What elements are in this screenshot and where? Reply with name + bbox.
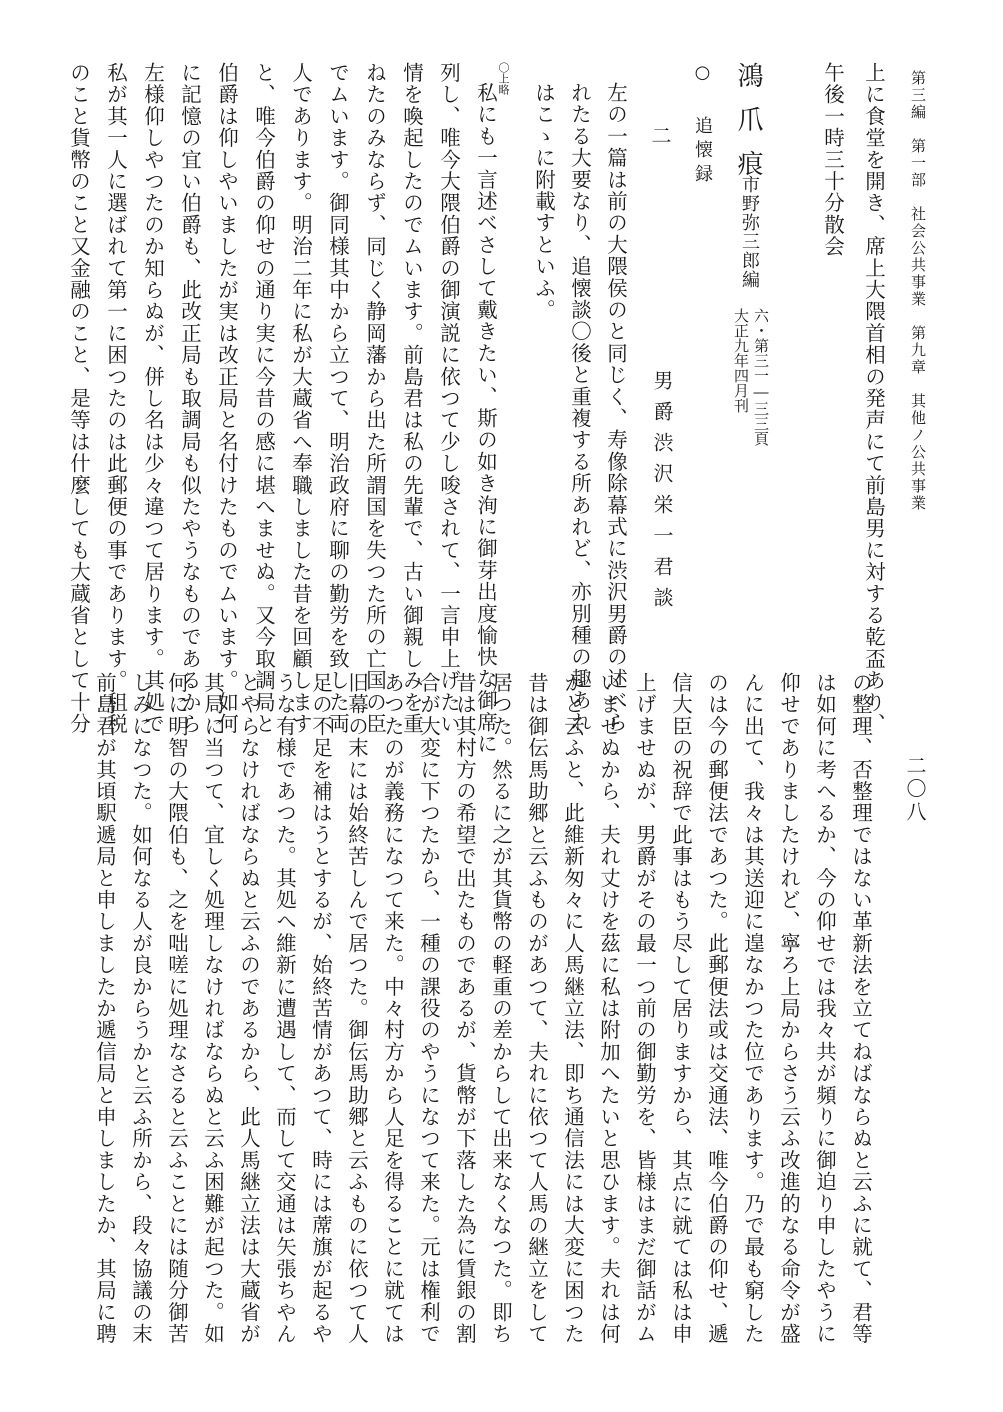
speech-line-10: 左様仰しやつたのか知らぬが、併し名は少々違つて居ります。其処で: [140, 62, 165, 735]
body-line-25: 合が大変に下つたから、一種の課役のやうになつて来た。元は権利で: [416, 672, 441, 1345]
body-line-24: 昔は其村方の希望で出たものであるが、貨幣が下落した為に賃銀の割: [452, 672, 477, 1345]
source-info-1: 六・第三一―三三頁: [752, 308, 770, 446]
speech-line-4: ねたのみならず、同じく静岡藩から出た所謂国を失つた所の亡国の臣: [362, 62, 387, 735]
body-line-20: いませぬから、夫れ丈けを茲に私は附加へたいと思ひます。夫れは何: [596, 672, 621, 1345]
body-line-21: かと云ふと、此維新匆々に人馬継立法、即ち通信法には大変に困つた: [560, 672, 585, 1345]
preface-line-2: れたる大要なり、追懐談〇後と重複する所あれど、亦別種の趣あれ: [567, 82, 592, 733]
speech-line-6: 人であります。明治二年に私が大蔵省へ奉職しました昔を回顧します: [288, 62, 313, 735]
source-info-2: 大正九年四月刊: [732, 308, 750, 413]
speech-line-8: 伯爵は仰しやいましたが実は改正局と名付けたものでムいます。如何: [214, 62, 239, 735]
speech-line-3: 情を喚起したのでムいます。前島君は私の先輩で、古い御親しみを重: [399, 62, 424, 735]
speech-line-11: 私が其一人に選ばれて第一に困つたのは此郵便の事であります。租税: [103, 62, 128, 735]
body-line-32: 何に明智の大隈伯も、之を咄嗟に処理なさると云ふことには随分御苦: [164, 672, 189, 1345]
body-line-30: とやらなければならぬと云ふのであるから、此人馬継立法は大蔵省が: [236, 672, 261, 1345]
article-editor: 市野弥三郎編: [739, 175, 760, 289]
body-line-29: うな有様であつた。其処へ維新に遭遇して、而して交通は矢張ちやん: [272, 672, 297, 1345]
section-label: ○ 追懐録: [692, 62, 713, 188]
speaker-name: 男爵渋沢栄一君談: [650, 370, 674, 618]
body-line-14: は如何に考へるか、今の仰せでは我々共が頻りに御迫り申したやうに: [812, 672, 837, 1345]
speech-line-2: 列し、唯今大隈伯爵の御演説に依つて少し唆されて、一言申上げたい: [436, 62, 461, 735]
body-line-13: の整理、否整理ではない革新法を立てねばならぬと云ふに就て、君等: [848, 672, 873, 1345]
body-line-16: んに出て、我々は其送迎に遑なかつた位であります。乃で最も窮した: [740, 672, 765, 1345]
section-number: 二: [648, 125, 672, 147]
preface-line-3: はこゝに附載すといふ。: [531, 82, 556, 321]
omission-note: 〇上略: [497, 62, 510, 95]
speech-line-5: でムいます。御同様其中から立つて、明治政府に聊の勤労を致した両: [325, 62, 350, 735]
speech-line-9: に記憶の宜い伯爵も、此改正局も取調局も似たやうなものであるから: [177, 62, 202, 735]
article-title: 鴻爪痕: [733, 62, 763, 194]
body-line-31: 其局に当つて、宜しく処理しなければならぬと云ふ困難が起つた。如: [200, 672, 225, 1345]
body-line-15: 仰せでありましたけれど、寧ろ上局からさう云ふ改進的なる命令が盛: [776, 672, 801, 1345]
speech-line-12: のこと貨幣のこと又金融のこと、是等は什麼しても大蔵省として十分: [66, 62, 91, 735]
preface-line-1: 左の一篇は前の大隈侯のと同じく、寿像除幕式に渋沢男爵の述べら: [603, 82, 628, 733]
running-header: 第三編 第一部 社会公共事業 第九章 其他ノ公共事業: [909, 70, 927, 512]
body-line-19: 上げませぬが、男爵がその最一つ前の御勤労を、皆様はまだ御話がム: [632, 672, 657, 1345]
body-line-23: 居つた。然るに之が其貨幣の軽重の差からして出来なくなつた。即ち: [488, 672, 513, 1345]
body-line-28: 足の不足を補はうとするが、始終苦情があつて、時には蓆旗が起るや: [308, 672, 333, 1345]
speech-line-7: と、唯今伯爵の仰せの通り実に今昔の感に堪へませぬ。又今取調局と: [251, 62, 276, 735]
intro-line-1: 上に食堂を開き、席上大隈首相の発声にて前島男に対する乾盃あり、: [861, 62, 886, 735]
body-line-34: 前島君が其頃駅遞局と申しましたか遞信局と申しましたか、其局に聘: [92, 672, 117, 1345]
body-line-26: あつたのが義務になつて来た。中々村方から人足を得ることに就ては: [380, 672, 405, 1345]
body-line-17: のは今の郵便法であつた。此郵便法或は交通法、唯今伯爵の仰せ、遞: [704, 672, 729, 1345]
speech-line-1: 私にも一言述べさして戴きたい、斯の如き洵に御芽出度愉快な御席に: [473, 82, 498, 755]
intro-line-2: 午後一時三十分散会: [820, 62, 845, 258]
page-number: 二〇八: [903, 755, 927, 824]
body-line-33: しみになつた。如何なる人が良からうかと云ふ所から、段々協議の末: [128, 672, 153, 1345]
body-line-27: 旧幕の末には始終苦しんで居つた。御伝馬助郷と云ふものに依つて人: [344, 672, 369, 1345]
body-line-22: 昔は御伝馬助郷と云ふものがあつて、夫れに依つて人馬の継立をして: [524, 672, 549, 1345]
body-line-18: 信大臣の祝辞で此事はもう尽して居りますから、其点に就ては私は申: [668, 672, 693, 1345]
